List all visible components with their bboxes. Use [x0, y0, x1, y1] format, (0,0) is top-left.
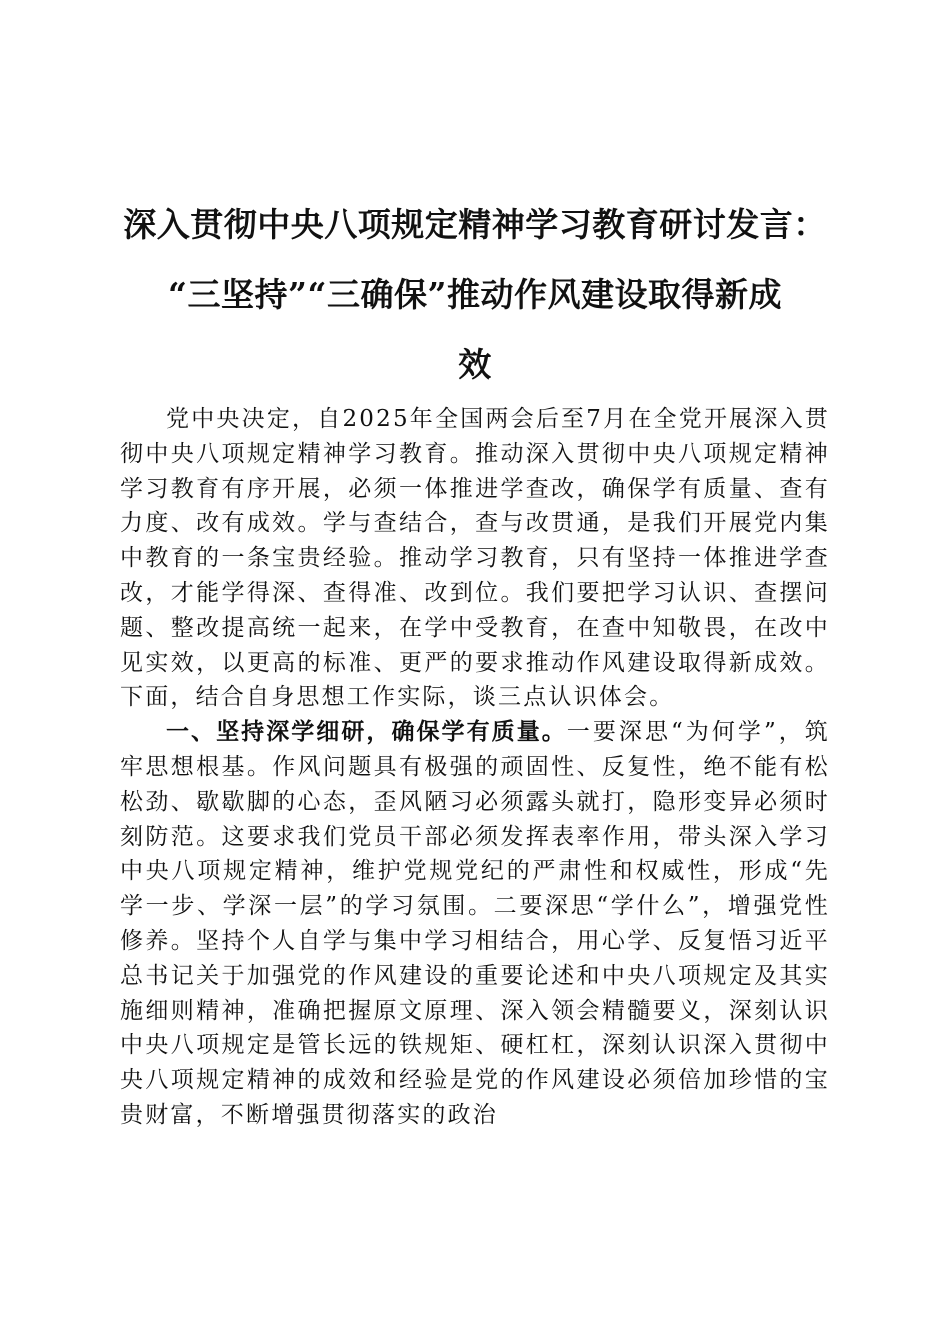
title-line-1: 深入贯彻中央八项规定精神学习教育研讨发言： [123, 205, 827, 244]
paragraph-section-1 [120, 715, 830, 1133]
paragraph-text: 党中央决定，自2025年全国两会后至7月在全党开展深入贯彻中央八项规定精神学习教育。推动深入贯彻中央八项规定精神学习教育有序开展，必须一体推进学查改，确保学有质量、查有力度、改有成效。学与查结合，查与改贯通，是我们开展党内集中教育的一条宝贵经验。推动学习教育，只有坚持一体推进学查改，才能学得深、查得准、改到位。我们要把学习认识、查摆问题、整改提高统一起来，在学中受教育，在查中知敬畏，在改中见实效，以更高的标准、更严的要求推动作风建设取得新成效。下面，结合自身思想工作实际，谈三点认识体会。 [120, 406, 830, 711]
document-body [120, 402, 830, 1133]
title-line-2: “三坚持”“三确保”推动作风建设取得新成 [168, 275, 782, 314]
title-line-3: 效 [458, 345, 492, 384]
paragraph-intro [120, 402, 830, 715]
section-heading: 一、坚持深学细研，确保学有质量。 [166, 718, 567, 746]
paragraph-text: 一要深思“为何学”，筑牢思想根基。作风问题具有极强的顽固性、反复性，绝不能有松松劲、歇歇脚的心态，歪风陋习必须露头就打，隐形变异必须时刻防范。这要求我们党员干部必须发挥表率作用，带头深入学习中央八项规定精神，维护党规党纪的严肃性和权威性，形成“先学一步、学深一层”的学习氛围。二要深思“学什么”，增强党性修养。坚持个人自学与集中学习相结合，用心学、反复悟习近平总书记关于加强党的作风建设的重要论述和中央八项规定及其实施细则精神，准确把握原文原理、深入领会精髓要义，深刻认识中央八项规定是管长远的铁规矩、硬杠杠，深刻认识深入贯彻中央八项规定精神的成效和经验是党的作风建设必须倍加珍惜的宝贵财富，不断增强贯彻落实的政治 [120, 719, 831, 1128]
document-title [112, 190, 838, 400]
